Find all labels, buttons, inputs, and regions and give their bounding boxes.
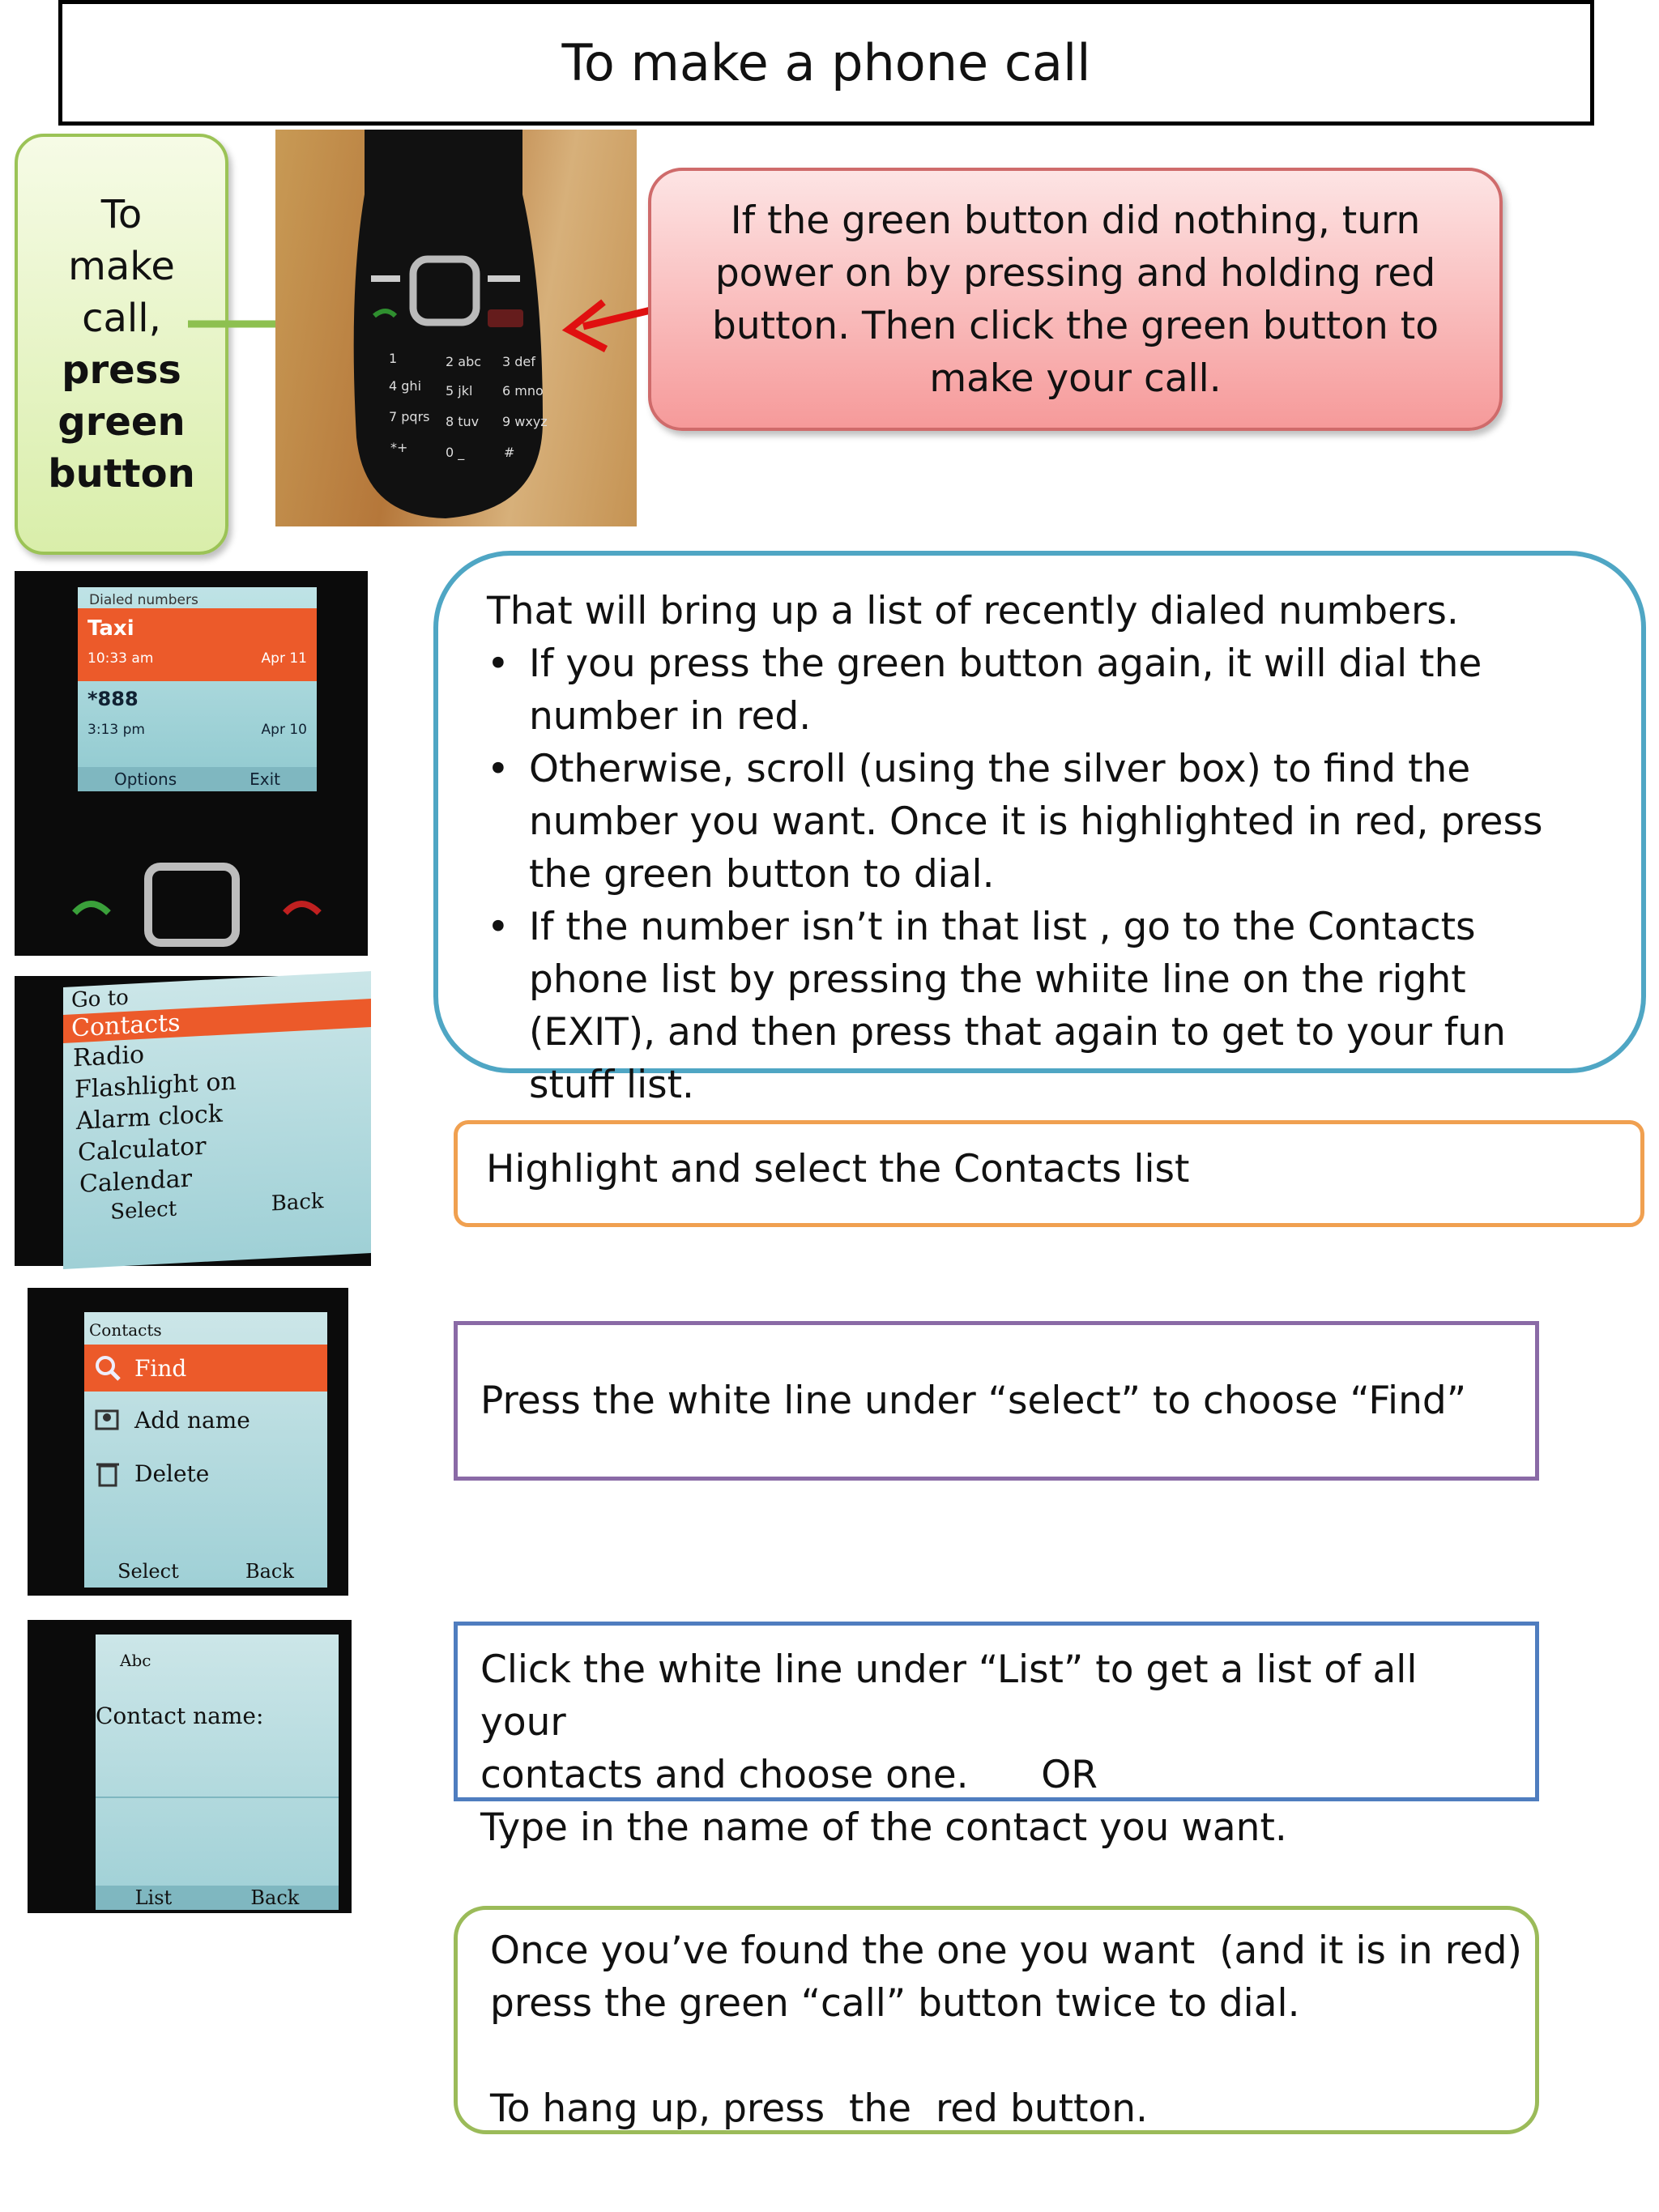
phone-screen <box>78 587 317 791</box>
keypad-key: 4 ghi <box>389 378 422 394</box>
recent-numbers-box <box>433 551 1646 1107</box>
callout-line: To <box>100 192 143 237</box>
softkey-back[interactable]: Back <box>250 1886 300 1909</box>
add-contact-icon <box>94 1406 122 1434</box>
red-end-key-icon <box>282 895 322 919</box>
trash-icon <box>94 1460 122 1487</box>
navigation-key <box>144 863 240 947</box>
phone-screen <box>84 1312 327 1588</box>
list-instruction-box <box>454 1622 1539 1850</box>
entry-time: 10:33 am <box>87 650 154 667</box>
list-item-text: If you press the green button again, it will dial the number in red. <box>529 641 1482 739</box>
find-instruction-box <box>454 1321 1539 1481</box>
bullet: • <box>487 641 510 686</box>
menu-item-label: Delete <box>134 1460 210 1487</box>
entry-date: Apr 11 <box>261 650 307 667</box>
phone-screen <box>63 971 371 1269</box>
softkey-back[interactable]: Back <box>245 1560 294 1583</box>
softkey-list[interactable]: List <box>134 1886 173 1909</box>
keypad-key: 0 _ <box>446 445 465 460</box>
final-instruction-box <box>454 1906 1539 2134</box>
entry-name: Taxi <box>87 616 134 641</box>
menu-item-radio[interactable]: Radio <box>73 1040 145 1073</box>
find-instruction-text: Press the white line under “select” to choose “Find” <box>480 1379 1467 1423</box>
keypad-key: 6 mno <box>502 383 544 399</box>
keypad-key: 9 wxyz <box>502 414 548 429</box>
menu-item-label: Add name <box>134 1406 250 1434</box>
list-instruction-line: contacts and choose one. OR <box>480 1753 1098 1797</box>
screen-header: Dialed numbers <box>89 592 198 608</box>
entry-name: *888 <box>87 688 139 710</box>
bullet: • <box>487 747 510 791</box>
menu-item-label: Find <box>134 1354 187 1382</box>
callout-bold-line: green <box>58 399 186 445</box>
keypad-key: 5 jkl <box>446 383 473 399</box>
menu-item-alarm[interactable]: Alarm clock <box>76 1099 223 1136</box>
contacts-instruction-box <box>454 1120 1644 1227</box>
keypad-key: 8 tuv <box>446 414 480 429</box>
keypad-key: # <box>504 445 515 460</box>
menu-item-find[interactable] <box>84 1345 327 1392</box>
final-instruction-line: press the green “call” button twice to dial. <box>490 1981 1300 2026</box>
list-item-text: Otherwise, scroll (using the silver box) to find the number you want. Once it is highlighted in red, press the green button to dial. <box>529 747 1543 897</box>
green-call-key-icon <box>71 895 112 919</box>
entry <box>78 681 317 744</box>
list-item <box>487 901 1599 1111</box>
list-item <box>487 743 1599 901</box>
keypad-key: 7 pqrs <box>389 409 430 424</box>
list-item <box>487 637 1599 743</box>
list-instruction-line: Type in the name of the contact you want. <box>480 1805 1287 1850</box>
keypad-key: 3 def <box>502 354 535 369</box>
power-on-text: If the green button did nothing, turn power on by pressing and holding red button. Then click the green button to make your call. <box>712 198 1439 401</box>
menu-item-contacts[interactable]: Contacts <box>63 999 371 1043</box>
recent-intro: That will bring up a list of recently dialed numbers. <box>487 589 1459 633</box>
softkey-select[interactable]: Select <box>117 1560 179 1583</box>
title-text: To make a phone call <box>561 33 1091 92</box>
keypad-key: 1 <box>389 351 398 366</box>
keypad-key: 2 abc <box>446 354 482 369</box>
dialed-numbers-photo <box>15 571 368 956</box>
menu-item-calendar[interactable]: Calendar <box>79 1164 192 1199</box>
softkey-options[interactable]: Options <box>113 769 177 789</box>
contacts-instruction-text: Highlight and select the Contacts list <box>486 1147 1190 1191</box>
go-to-menu-photo <box>15 976 371 1266</box>
screen-header: Go to <box>71 985 129 1013</box>
selected-entry <box>78 608 317 681</box>
screen-header: Contacts <box>89 1320 162 1340</box>
power-on-callout <box>648 168 1503 431</box>
callout-line: call, <box>82 296 161 341</box>
callout-bold-line: button <box>48 451 195 497</box>
menu-item-delete[interactable] <box>84 1448 327 1498</box>
menu-item-calculator[interactable]: Calculator <box>78 1132 207 1168</box>
softkey-back[interactable]: Back <box>271 1189 324 1217</box>
page-title <box>58 0 1594 126</box>
callout-line: make <box>68 244 175 289</box>
contact-name-label: Contact name: <box>96 1703 264 1729</box>
final-instruction-line: Once you’ve found the one you want (and it is in red) <box>490 1929 1522 1973</box>
softkey-select[interactable]: Select <box>110 1196 177 1225</box>
recent-bullets <box>487 637 1599 1111</box>
input-mode: Abc <box>120 1651 151 1670</box>
menu-item-add-name[interactable] <box>84 1392 327 1448</box>
contacts-menu-photo <box>28 1288 348 1596</box>
bullet: • <box>487 905 510 949</box>
entry-date: Apr 10 <box>261 722 307 738</box>
entry-time: 3:13 pm <box>87 722 145 738</box>
callout-bold-line: press <box>62 347 181 393</box>
magnifier-icon <box>94 1354 122 1382</box>
phone-screen <box>96 1634 339 1910</box>
contact-name-photo <box>28 1620 352 1913</box>
keypad-key: *+ <box>390 440 408 455</box>
softkey-exit[interactable]: Exit <box>249 769 280 789</box>
list-item-text: If the number isn’t in that list , go to the Contacts phone list by pressing the whiite line on the right (EXIT), and then press that again to get to your fun stuff list. <box>529 905 1506 1107</box>
list-instruction-line: Click the white line under “List” to get a list of all your <box>480 1647 1418 1745</box>
menu-item-flashlight[interactable]: Flashlight on <box>75 1067 237 1105</box>
final-instruction-line: To hang up, press the red button. <box>490 2086 1148 2131</box>
